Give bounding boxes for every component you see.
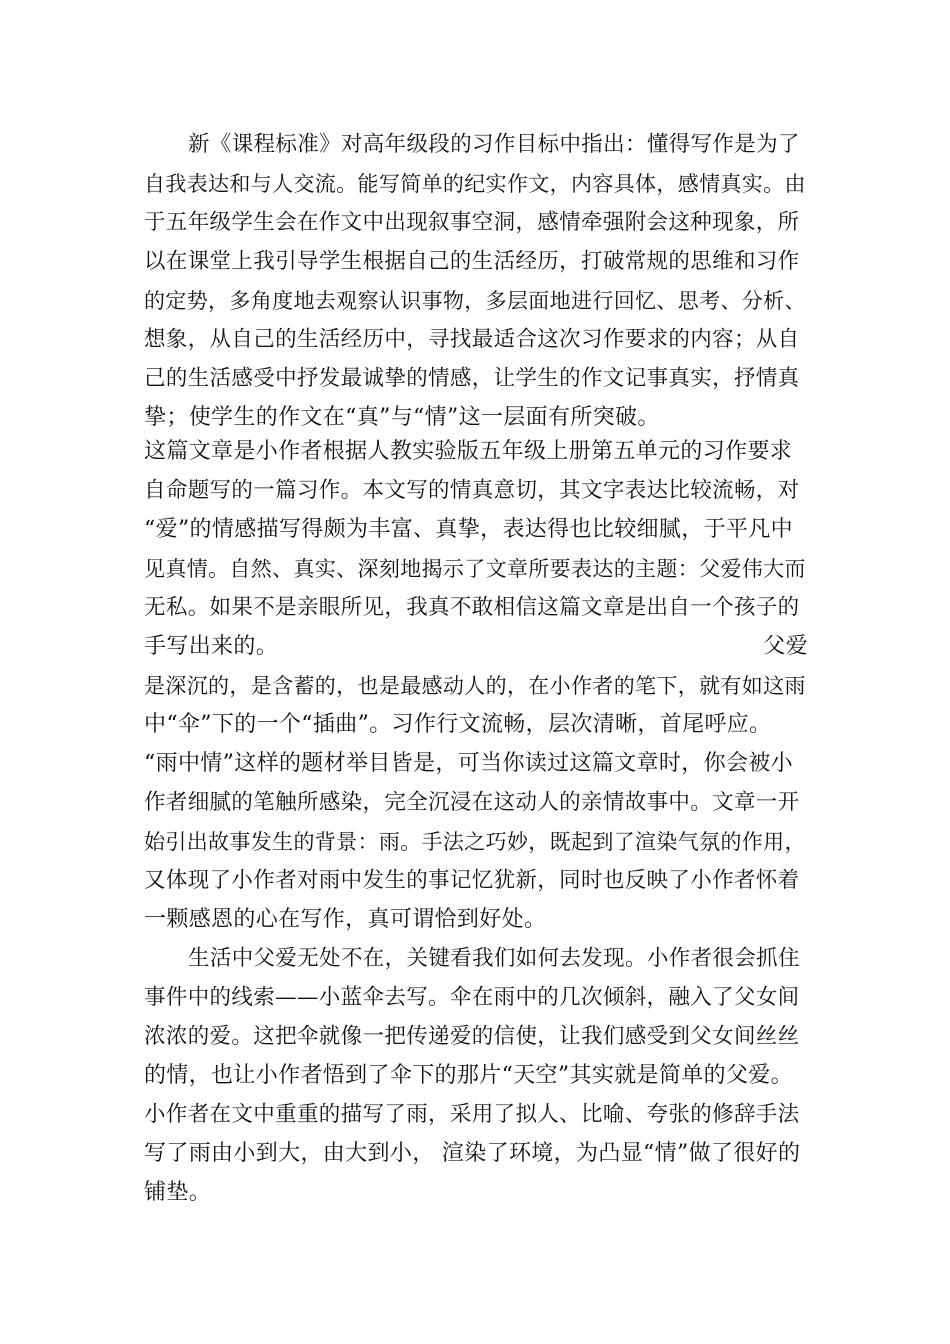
text-line: 写了雨由小到大，由大到小， 渲染了环境，为凸显“情”做了很好的 [144,1141,801,1166]
text-line: 新《课程标准》对高年级段的习作目标中指出：懂得写作是为了 [188,132,800,157]
text-line: 以在课堂上我引导学生根据自己的生活经历，打破常规的思维和习作 [144,249,800,274]
text-line: 挚；使学生的作文在“真”与“情”这一层面有所突破。 [144,405,660,430]
text-line: 浓浓的爱。这把伞就像一把传递爱的信使，让我们感受到父女间丝丝 [144,1024,800,1049]
text-line: 自我表达和与人交流。能写简单的纪实作文，内容具体，感情真实。由 [144,172,806,196]
text-line: 想象，从自己的生活经历中，寻找最适合这次习作要求的内容；从自 [144,327,800,352]
text-line: 又体现了小作者对雨中发生的事记忆犹新，同时也反映了小作者怀着 [144,868,800,893]
text-line [144,630,808,664]
text-line: 己的生活感受中抒发最诚挚的情感，让学生的作文记事真实，抒情真 [144,366,800,391]
text-line: “雨中情”这样的题材举目皆是，可当你读过这篇文章时，你会被小 [144,751,793,776]
text-fragment: 父爱 [763,634,808,659]
text-line: 生活中父爱无处不在，关键看我们如何去发现。小作者很会抓住 [188,946,800,971]
text-line: 见真情。自然、真实、深刻地揭示了文章所要表达的主题：父爱伟大而 [144,557,806,581]
text-line: 是深沉的，是含蓄的，也是最感动人的，在小作者的笔下，就有如这雨 [144,674,806,698]
text-line: 于五年级学生会在作文中出现叙事空洞，感情牵强附会这种现象，所 [144,210,800,235]
text-line: 中“伞”下的一个“插曲”。习作行文流畅，层次清晰，首尾呼应。 [144,712,772,737]
text-line: 小作者在文中重重的描写了雨，采用了拟人、比喻、夸张的修辞手法 [144,1102,800,1127]
text-fragment: 手写出来的。 [144,634,279,659]
text-line: “爱”的情感描写得颇为丰富、真挚，表达得也比较细腻，于平凡中 [144,517,793,542]
text-line: 一颗感恩的心在写作，真可谓恰到好处。 [144,907,547,932]
text-line: 事件中的线索——小蓝伞去写。伞在雨中的几次倾斜，融入了父女间 [144,985,800,1010]
text-line: 的定势，多角度地去观察认识事物，多层面地进行回忆、思考、分析、 [144,289,806,313]
text-line: 的情，也让小作者悟到了伞下的那片“天空”其实就是简单的父爱。 [144,1063,793,1088]
text-line: 作者细腻的笔触所感染，完全沉浸在这动人的亲情故事中。文章一开 [144,790,800,815]
text-line: 铺垫。 [144,1180,212,1205]
text-line: 自命题写的一篇习作。本文写的情真意切，其文字表达比较流畅，对 [144,478,800,503]
text-line: 无私。如果不是亲眼所见，我真不敢相信这篇文章是出自一个孩子的 [144,595,800,620]
text-line: 这篇文章是小作者根据人教实验版五年级上册第五单元的习作要求 [144,439,793,464]
text-line: 始引出故事发生的背景：雨。手法之巧妙，既起到了渲染气氛的作用， [144,830,806,854]
